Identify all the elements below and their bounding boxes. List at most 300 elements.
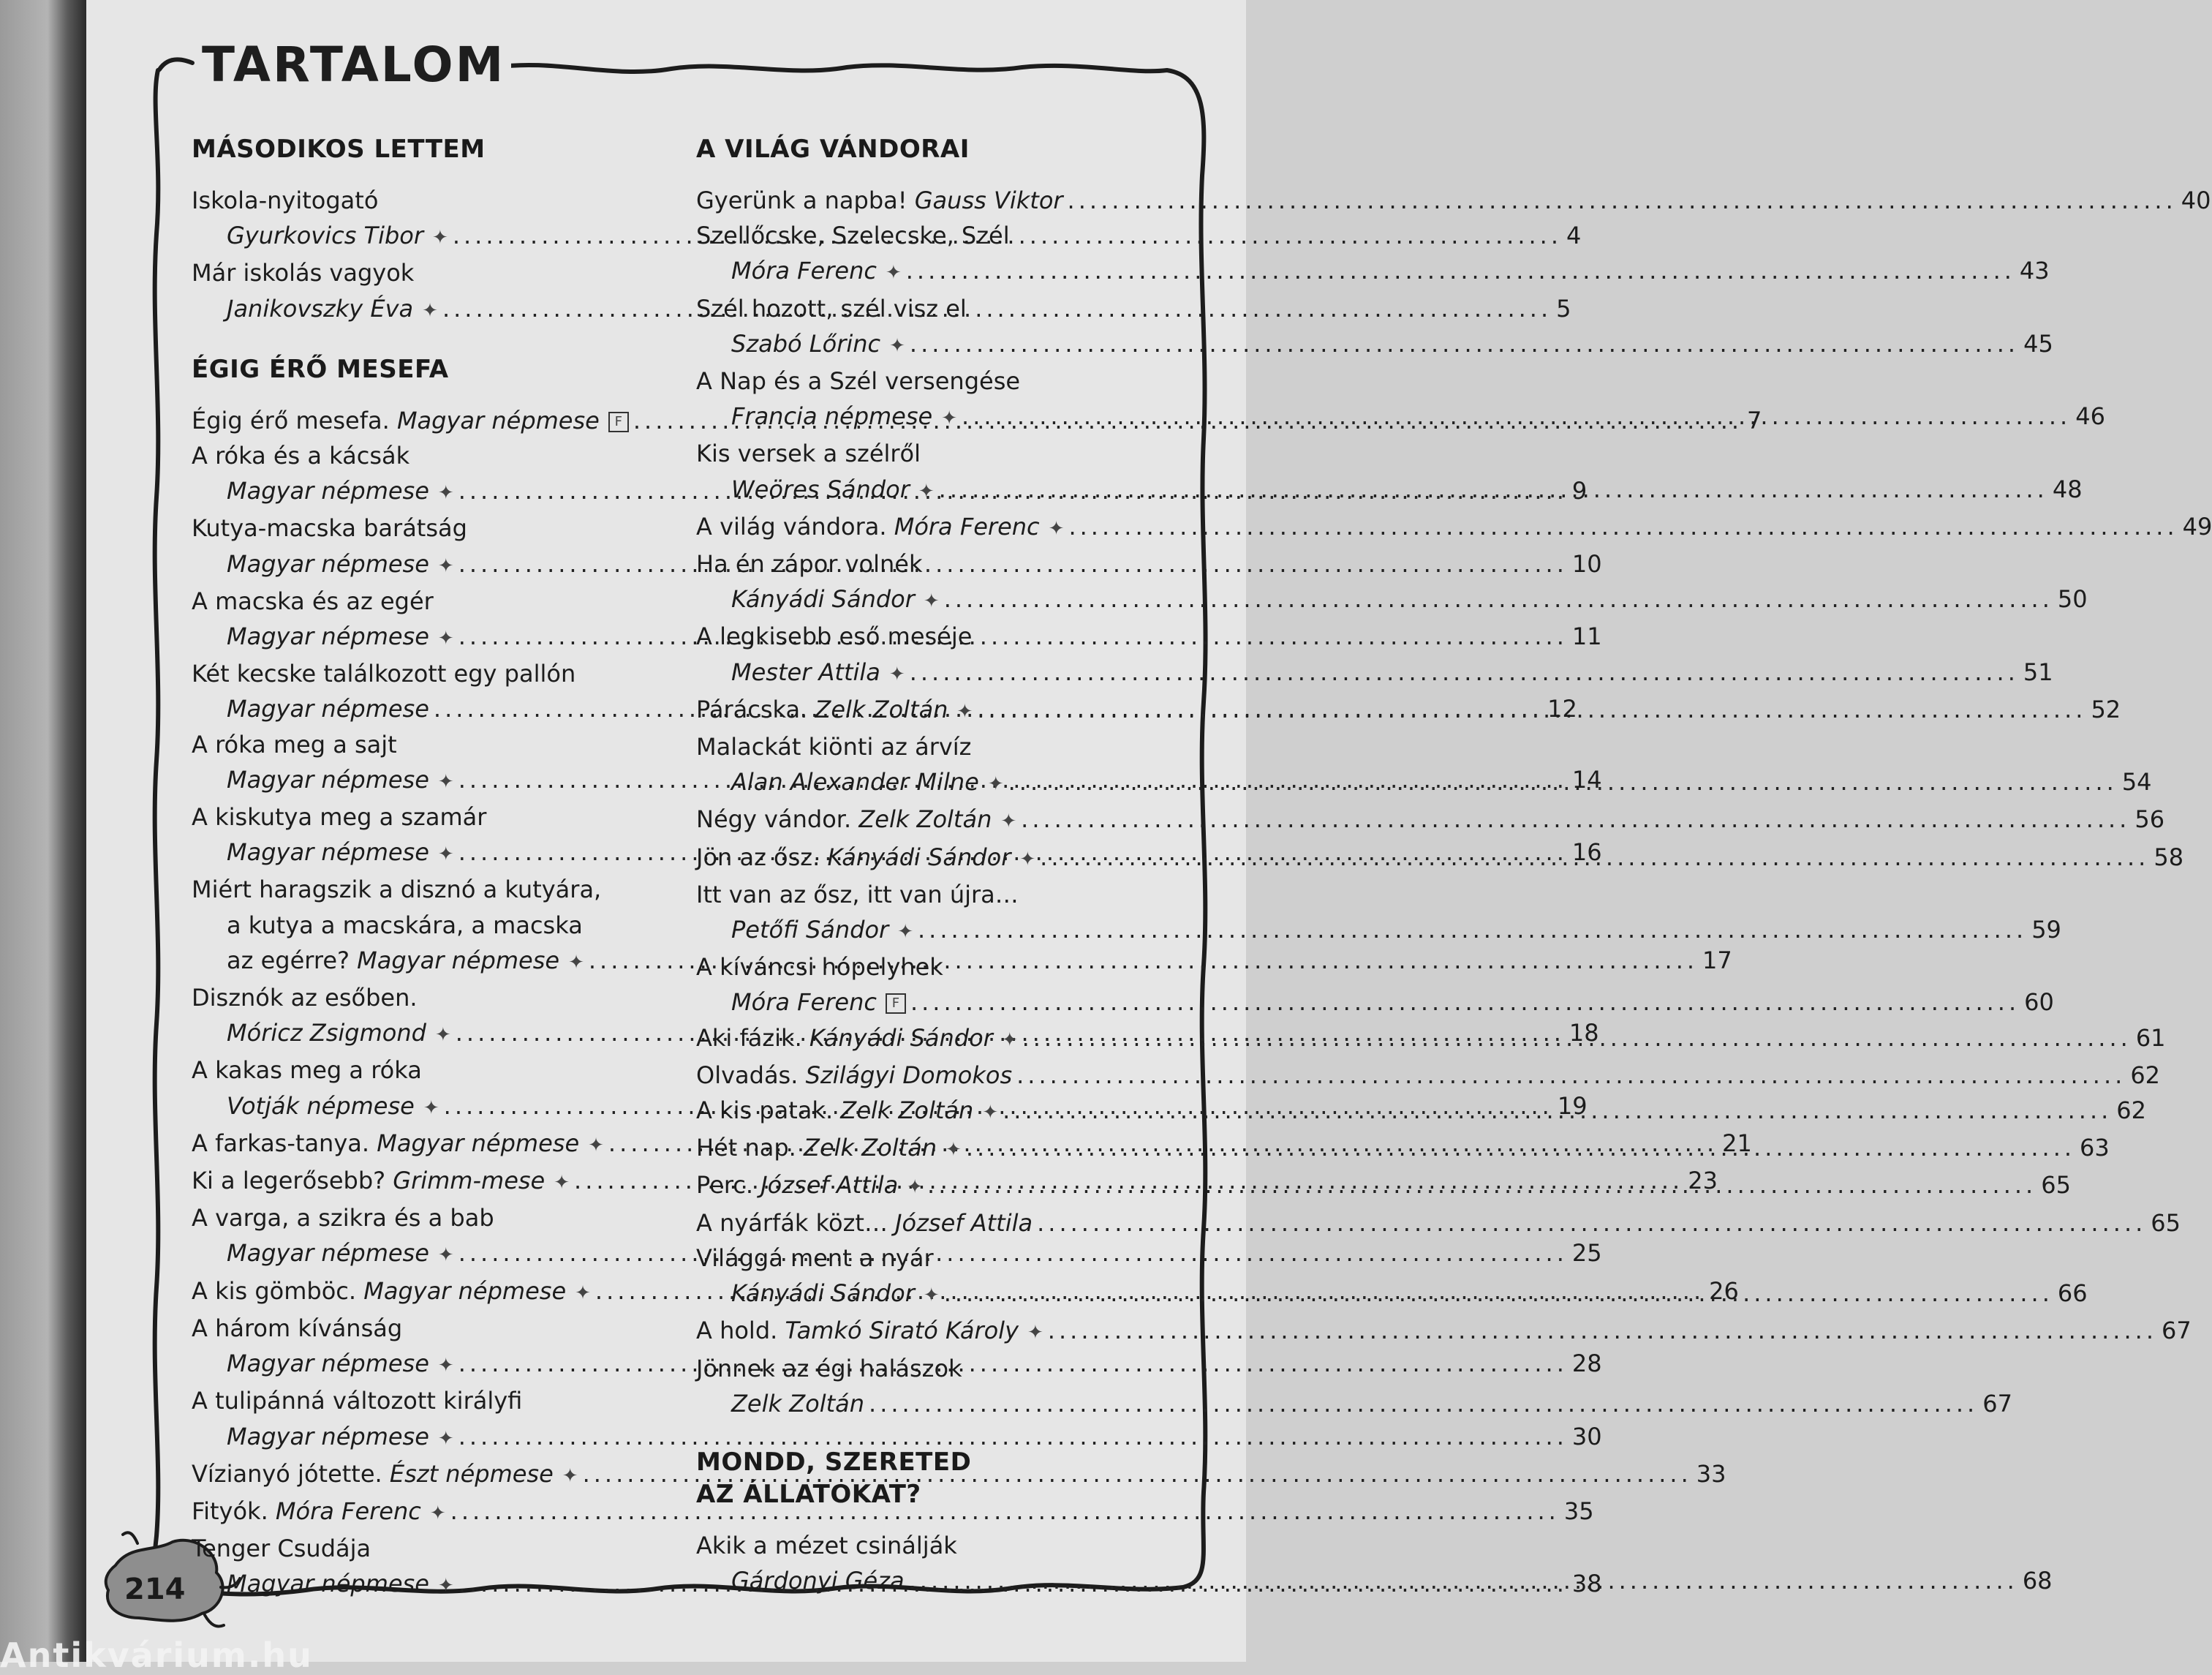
entry-title: A kis patak. <box>696 1096 834 1125</box>
entry-title: A legkisebb eső meséje <box>696 622 973 651</box>
page-ref: 54 <box>2121 768 2152 797</box>
page-ref: 7 <box>1747 406 1762 434</box>
entry-text-group <box>731 1386 864 1421</box>
page-number: 214 <box>124 1573 186 1606</box>
entry-author: Magyar népmese <box>227 1422 429 1450</box>
toc-line <box>696 1241 1170 1276</box>
entry-text-group <box>731 253 902 290</box>
entry-title: Párácska. <box>696 695 808 723</box>
entry-title: A Nap és a Szél versengése <box>696 367 1021 396</box>
star-icon: ✦ <box>885 262 902 285</box>
entry-author: Magyar népmese <box>227 1239 429 1268</box>
dot-leader <box>927 1167 2037 1202</box>
entry-text-group <box>192 511 467 546</box>
entry-text-group <box>192 1200 494 1235</box>
entry-title: A hold. <box>696 1317 778 1345</box>
section-heading <box>696 1446 1170 1510</box>
star-icon: ✦ <box>987 773 1004 796</box>
entry-author: Móra Ferenc <box>731 257 877 285</box>
star-icon: ✦ <box>918 480 935 502</box>
entry-text-group <box>192 980 418 1015</box>
dot-leader <box>910 326 2019 361</box>
toc-line <box>192 438 667 473</box>
toc-line <box>696 877 1170 912</box>
dot-leader <box>1068 183 2177 218</box>
page-ref: 40 <box>2181 187 2211 214</box>
entry-text-group <box>227 619 454 656</box>
entry-title: Két kecske találkozott egy pallón <box>192 660 576 688</box>
entry-title: Jön az ősz. <box>696 843 820 871</box>
dot-leader <box>869 1386 1978 1421</box>
toc-line <box>192 980 667 1015</box>
toc-entry <box>696 183 2211 218</box>
toc-line <box>192 1311 667 1346</box>
section-heading <box>192 133 667 165</box>
toc-line <box>696 1386 2012 1421</box>
toc-line <box>696 364 1170 399</box>
star-icon: ✦ <box>554 1172 570 1194</box>
entry-text-group <box>192 403 629 438</box>
page-ref: 50 <box>2057 585 2088 614</box>
page-ref: 60 <box>2024 988 2054 1017</box>
entry-text-group <box>696 436 921 471</box>
section-heading-line: A VILÁG VÁNDORAI <box>696 135 970 164</box>
entry-text-group <box>192 1311 402 1346</box>
entry-author: Zelk Zoltán <box>731 1389 865 1418</box>
star-icon: ✦ <box>434 1024 451 1047</box>
entry-author: Kányádi Sándor <box>731 585 915 614</box>
dot-leader <box>1016 1058 2126 1093</box>
entry-title: a kutya a macskára, a macska <box>227 911 583 939</box>
entry-text-group <box>227 762 454 799</box>
toc-line <box>696 655 2053 692</box>
entry-author: Grimm-mese <box>393 1167 546 1195</box>
entry-title: Tenger Csudája <box>192 1535 371 1563</box>
toc-line <box>696 472 2083 509</box>
toc-line <box>696 949 1170 985</box>
entry-title: Gyerünk a napba! <box>696 187 907 214</box>
toc-entry <box>696 1313 2192 1350</box>
dot-leader <box>1003 1093 2112 1128</box>
page-ref: 61 <box>2135 1023 2166 1052</box>
toc-line <box>696 326 2053 364</box>
star-icon: ✦ <box>437 482 454 505</box>
page-ref: 65 <box>2151 1208 2181 1237</box>
entry-text-group <box>696 1167 923 1205</box>
entry-text-group <box>696 1241 934 1276</box>
page-ref: 25 <box>1571 1239 1602 1268</box>
entry-text-group <box>731 764 1004 802</box>
dot-leader <box>1008 764 2118 799</box>
entry-text-group <box>192 1053 422 1088</box>
entry-title: A kiskutya meg a szamár <box>192 803 487 832</box>
page-ref: 21 <box>1722 1129 1752 1157</box>
star-icon: ✦ <box>437 1355 454 1377</box>
entry-text-group <box>192 438 409 473</box>
entry-text-group <box>227 218 448 255</box>
star-icon: ✦ <box>945 1139 962 1162</box>
entry-title: A róka meg a sajt <box>192 730 397 759</box>
entry-author: Janikovszky Éva <box>227 294 414 323</box>
entry-title: az egérre? <box>227 946 350 974</box>
star-icon: ✦ <box>432 227 448 249</box>
entry-text-group <box>227 691 429 726</box>
entry-text-group <box>731 985 906 1020</box>
entry-text-group <box>731 655 905 692</box>
entry-author: Magyar népmese <box>227 765 429 794</box>
page-ref: 10 <box>1571 549 1602 578</box>
page-ref: 62 <box>2116 1096 2147 1125</box>
entry-author: Szilágyi Domokos <box>805 1061 1013 1089</box>
entry-text-group <box>696 509 1064 546</box>
entry-author: Magyar népmese <box>227 1350 429 1378</box>
entry-text-group <box>696 1130 962 1167</box>
star-icon: ✦ <box>437 843 454 866</box>
toc-line <box>696 399 2105 436</box>
toc-line <box>696 183 2211 218</box>
page-ref: 67 <box>1982 1389 2012 1418</box>
entry-author: Zelk Zoltán <box>804 1134 937 1162</box>
entry-text-group <box>696 1313 1043 1350</box>
entry-title: A kis gömböc. <box>192 1276 357 1305</box>
page-ref: 33 <box>1696 1459 1726 1488</box>
entry-text-group <box>731 912 913 949</box>
entry-text-group <box>696 546 923 581</box>
entry-text-group <box>192 255 414 290</box>
entry-author: Kányádi Sándor <box>809 1023 993 1052</box>
toc-line <box>192 255 667 290</box>
page-ref: 5 <box>1556 294 1571 323</box>
section-heading-line: MÁSODIKOS LETTEM <box>192 135 486 164</box>
section-heading-line: MONDD, SZERETED <box>696 1447 972 1477</box>
star-icon: ✦ <box>437 1244 454 1267</box>
star-icon: ✦ <box>437 1575 454 1597</box>
entry-title: Miért haragszik a disznó a kutyára, <box>192 876 602 904</box>
entry-title: Malackát kiönti az árvíz <box>696 733 972 761</box>
star-icon: ✦ <box>437 554 454 577</box>
toc-entry <box>696 364 2105 436</box>
entry-title: Iskola-nyitogató <box>192 187 379 214</box>
toc-line <box>696 509 2212 546</box>
entry-title: Perc. <box>696 1171 754 1200</box>
entry-text-group <box>192 799 486 835</box>
f-box-icon: F <box>886 993 906 1014</box>
star-icon: ✦ <box>888 663 905 685</box>
entry-author: Szabó Lőrinc <box>731 329 881 358</box>
star-icon: ✦ <box>907 1176 924 1199</box>
toc-entry <box>696 291 2053 364</box>
entry-title: A kíváncsi hópelyhek <box>696 953 943 982</box>
toc-line <box>696 912 2061 949</box>
entry-title: Kutya-macska barátság <box>192 514 467 543</box>
entry-author: Gyurkovics Tibor <box>227 222 424 250</box>
toc-line <box>192 908 667 943</box>
entry-text-group <box>731 581 940 619</box>
entry-title: Világgá ment a nyár <box>696 1243 934 1272</box>
entry-title: Már iskolás vagyok <box>192 259 415 287</box>
toc-line <box>696 1528 1170 1563</box>
star-icon: ✦ <box>437 1427 454 1450</box>
entry-text-group <box>227 943 584 980</box>
entry-text-group <box>192 872 601 907</box>
entry-title: Itt van az ősz, itt van újra… <box>696 880 1019 908</box>
toc-entry <box>696 802 2165 839</box>
page-ref: 68 <box>2022 1567 2053 1595</box>
page-ref: 30 <box>1571 1422 1602 1450</box>
entry-text-group <box>192 1126 604 1163</box>
dot-leader <box>1021 802 2130 837</box>
toc-line <box>192 1200 667 1235</box>
page-ref: 23 <box>1688 1167 1718 1195</box>
star-icon: ✦ <box>437 770 454 793</box>
page-ref: 59 <box>2031 916 2061 944</box>
star-icon: ✦ <box>423 1096 439 1119</box>
section-heading <box>192 353 667 385</box>
dot-leader <box>944 1276 2053 1311</box>
entry-author: Zelk Zoltán <box>840 1096 974 1125</box>
entry-text-group <box>731 1276 940 1313</box>
entry-title: Vízianyó jótette. <box>192 1459 382 1488</box>
star-icon: ✦ <box>1001 1028 1018 1051</box>
entry-text-group <box>696 692 973 729</box>
entry-title: Hét nap. <box>696 1134 796 1162</box>
toc-line <box>696 619 1170 654</box>
toc-line <box>696 253 2050 290</box>
page-ref: 35 <box>1563 1497 1594 1525</box>
page-ref: 48 <box>2052 475 2083 503</box>
star-icon: ✦ <box>437 628 454 650</box>
entry-text-group <box>696 1020 1018 1058</box>
entry-title: Szellőcske, Szelecske, Szél <box>696 222 1010 250</box>
star-icon: ✦ <box>923 1284 940 1307</box>
entry-author: Magyar népmese <box>227 838 429 867</box>
entry-text-group <box>227 1566 454 1603</box>
entry-author: Zelk Zoltán <box>815 695 948 723</box>
section-heading <box>696 133 1170 165</box>
toc-line <box>192 1419 1602 1456</box>
entry-text-group <box>696 619 972 654</box>
dot-leader <box>966 1130 2075 1165</box>
page-ref: 49 <box>2182 512 2212 541</box>
dot-leader <box>906 253 2015 288</box>
star-icon: ✦ <box>422 299 438 322</box>
entry-title: Aki fázik. <box>696 1023 802 1052</box>
star-icon: ✦ <box>1048 517 1065 540</box>
entry-title: Akik a mézet csinálják <box>696 1531 957 1559</box>
entry-author: Votják népmese <box>227 1091 415 1120</box>
page-ref: 9 <box>1571 477 1588 505</box>
entry-title: Szél hozott, szél visz el <box>696 294 967 323</box>
entry-title: A tulipánná változott királyfi <box>192 1387 523 1415</box>
entry-text-group <box>192 1531 371 1566</box>
toc-line <box>696 546 1170 581</box>
toc-entry <box>696 436 2083 508</box>
toc-line <box>696 1058 2161 1093</box>
star-icon: ✦ <box>568 951 584 974</box>
toc-line <box>696 1351 1170 1386</box>
dot-leader <box>918 912 2027 947</box>
entry-title: Négy vándor. <box>696 805 852 834</box>
entry-author: József Attila <box>760 1171 899 1200</box>
star-icon: ✦ <box>1027 1322 1043 1344</box>
entry-text-group <box>192 183 378 218</box>
entry-text-group <box>227 908 583 943</box>
entry-title: A róka és a kácsák <box>192 442 410 470</box>
page-ref: 62 <box>2130 1061 2161 1089</box>
entry-title: A három kívánság <box>192 1314 403 1342</box>
entry-text-group <box>731 326 905 364</box>
entry-author: Magyar népmese <box>377 1129 580 1157</box>
dot-leader <box>944 581 2053 617</box>
entry-author: Weöres Sándor <box>731 475 910 503</box>
entry-text-group <box>192 1163 570 1200</box>
entry-author: Tamkó Sirató Károly <box>785 1317 1019 1345</box>
book-binding-edge <box>0 0 86 1662</box>
entry-text-group <box>696 1058 1012 1093</box>
toc-entry <box>696 509 2212 546</box>
star-icon: ✦ <box>889 334 905 357</box>
entry-text-group <box>696 1528 957 1563</box>
dot-leader <box>1022 1020 2132 1055</box>
toc-line <box>696 436 1170 471</box>
watermark: Antikvárium.hu <box>0 1636 313 1675</box>
dot-leader <box>939 472 2048 507</box>
entry-title: A kakas meg a róka <box>192 1056 422 1085</box>
entry-author: Magyar népmese <box>227 477 429 505</box>
page-ref: 18 <box>1569 1019 1599 1047</box>
toc-entry <box>696 1058 2161 1093</box>
toc-line <box>192 584 667 619</box>
entry-author: Magyar népmese <box>227 1570 429 1598</box>
entry-text-group <box>227 835 454 872</box>
page-ref: 52 <box>2091 695 2121 723</box>
entry-author: Móricz Zsigmond <box>227 1019 426 1047</box>
star-icon: ✦ <box>562 1464 578 1487</box>
dot-leader <box>910 985 2020 1020</box>
entry-text-group <box>192 727 397 762</box>
toc-line <box>696 1313 2192 1350</box>
entry-author: Gárdonyi Géza <box>731 1567 905 1595</box>
entry-author: Magyar népmese <box>357 946 560 974</box>
entry-text-group <box>696 949 943 985</box>
entry-author: Móra Ferenc <box>731 988 877 1017</box>
entry-text-group <box>192 584 434 619</box>
page-ref: 43 <box>2019 257 2050 285</box>
toc-entry <box>696 877 2061 949</box>
toc-line <box>696 291 1170 326</box>
entry-author: Móra Ferenc <box>275 1497 421 1525</box>
page-ref: 12 <box>1547 695 1577 723</box>
toc-line <box>696 1205 2181 1241</box>
entry-title: Ki a legerősebb? <box>192 1167 386 1195</box>
toc-entry <box>696 1205 2181 1241</box>
section-heading-line: AZ ÁLLATOKAT? <box>696 1479 921 1509</box>
toc-entry <box>696 218 2050 290</box>
toc-line <box>192 872 667 907</box>
dot-leader <box>910 655 2019 690</box>
entry-text-group <box>192 1494 446 1531</box>
star-icon: ✦ <box>1019 848 1036 870</box>
page-ref: 16 <box>1571 838 1602 867</box>
star-icon: ✦ <box>1000 810 1017 833</box>
entry-text-group <box>227 1015 451 1053</box>
toc-line <box>192 511 667 546</box>
dot-leader <box>977 692 2086 727</box>
star-icon: ✦ <box>923 590 940 613</box>
entry-author: Kányádi Sándor <box>827 843 1011 871</box>
page-ref: 65 <box>2041 1171 2071 1200</box>
entry-text-group <box>192 1273 591 1311</box>
entry-text-group <box>696 1351 962 1386</box>
entry-author: Zelk Zoltán <box>858 805 992 834</box>
toc-line <box>192 656 667 691</box>
toc-line <box>192 1383 667 1418</box>
entry-author: Francia népmese <box>731 402 933 431</box>
entry-author: Gauss Viktor <box>914 187 1063 214</box>
dot-leader <box>1040 840 2149 875</box>
entry-author: Móra Ferenc <box>894 512 1040 541</box>
entry-title: A macska és az egér <box>192 587 434 615</box>
entry-text-group <box>696 364 1020 399</box>
star-icon: ✦ <box>588 1134 604 1156</box>
page-ref: 56 <box>2134 805 2165 834</box>
page-ref: 28 <box>1571 1350 1602 1378</box>
entry-text-group <box>696 877 1019 912</box>
star-icon: ✦ <box>429 1502 446 1524</box>
toc-line <box>696 218 1170 253</box>
toc-line <box>192 727 667 762</box>
entry-text-group <box>192 1383 522 1418</box>
page-ref: 63 <box>2080 1134 2110 1162</box>
entry-title: A világ vándora. <box>696 512 887 541</box>
dot-leader <box>962 399 2071 434</box>
f-box-icon: F <box>608 412 629 432</box>
toc-line <box>696 802 2165 839</box>
entry-author: Észt népmese <box>389 1459 554 1488</box>
entry-author: Mester Attila <box>731 658 880 686</box>
entry-text-group <box>731 1563 905 1598</box>
entry-text-group <box>192 656 575 691</box>
page-ref: 67 <box>2161 1317 2192 1345</box>
star-icon: ✦ <box>575 1281 591 1304</box>
toc-line <box>192 1531 667 1566</box>
entry-author: Magyar népmese <box>363 1276 567 1305</box>
entry-text-group <box>696 840 1035 877</box>
toc-line <box>192 183 667 218</box>
entry-title: A varga, a szikra és a bab <box>192 1204 494 1232</box>
entry-author: József Attila <box>895 1208 1033 1237</box>
entry-text-group <box>696 729 971 764</box>
entry-text-group <box>731 399 957 436</box>
star-icon: ✦ <box>956 700 973 723</box>
entry-text-group <box>696 291 967 326</box>
dot-leader <box>1037 1205 2146 1241</box>
toc-line <box>696 729 1170 764</box>
entry-title: Kis versek a szélről <box>696 440 921 468</box>
entry-title: Olvadás. <box>696 1061 799 1089</box>
entry-text-group <box>227 1346 454 1383</box>
star-icon: ✦ <box>982 1102 999 1124</box>
entry-text-group <box>192 1456 578 1494</box>
page-ref: 14 <box>1571 765 1602 794</box>
dot-leader <box>1048 1313 2157 1348</box>
toc-line <box>696 581 2088 619</box>
entry-author: Kányádi Sándor <box>731 1279 915 1308</box>
entry-title: Ha én zápor volnék <box>696 550 923 579</box>
page-title: TARTALOM <box>196 41 511 89</box>
toc-line <box>696 985 2054 1020</box>
entry-author: Magyar népmese <box>227 622 429 651</box>
